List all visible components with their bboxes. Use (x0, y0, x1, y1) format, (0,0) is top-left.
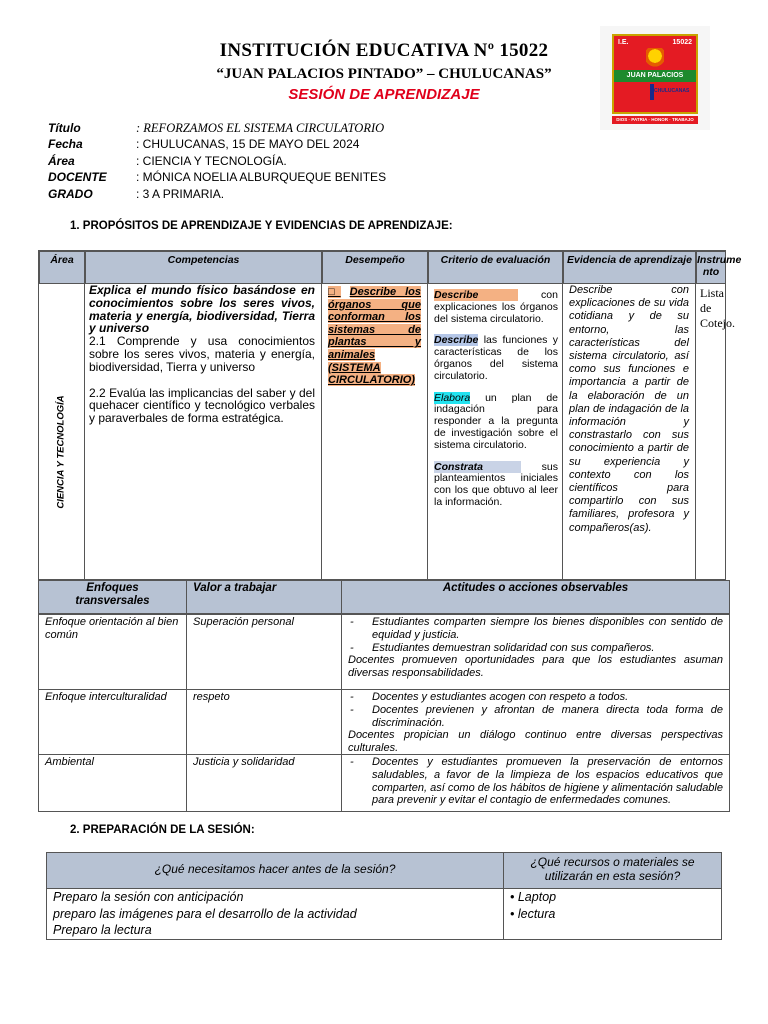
logo-number: 15022 (672, 39, 692, 46)
enfoque-cell: Enfoque orientación al bien común (39, 615, 187, 689)
bullet-icon: • (510, 890, 518, 904)
header-criterio: Criterio de evaluación (428, 251, 563, 284)
list-item: Preparo la lectura (53, 923, 152, 937)
actitudes-cell (342, 615, 729, 689)
competencia-2-1: 2.1 Comprende y usa conocimientos sobre los seres vivos, materia y energía, biodiversidad, Tierra y universo (89, 334, 315, 374)
list-item: - Docentes y estudiantes acogen con respeto a todos. (348, 691, 723, 704)
actitudes-cell (342, 690, 729, 754)
competencias-cell (85, 284, 322, 579)
criterio-verb: Describe (434, 334, 479, 347)
enfoque-cell: Ambiental (39, 755, 187, 811)
info-row-title (48, 120, 386, 136)
header-actitudes: Actitudes o acciones observables (342, 581, 729, 613)
torch-icon (646, 48, 664, 68)
competencia-main: Explica el mundo físico basándose en conocimientos sobre los seres vivos, materia y energía, biodiversidad, Tierra y universo (89, 283, 315, 336)
enfoques-table (38, 580, 730, 812)
list-item: - Estudiantes demuestran solidaridad con sus compañeros. (348, 642, 723, 655)
info-value: : 3 A PRIMARIA. (136, 186, 225, 201)
table-row (38, 614, 730, 690)
institution-title: INSTITUCIÓN EDUCATIVA Nº 15022 (219, 40, 549, 61)
header-instrumento: Instrume nto (696, 251, 726, 284)
header-before-session: ¿Qué necesitamos hacer antes de la sesión? (47, 853, 504, 888)
actitudes-note: Docentes propician un diálogo continuo entre diversas perspectivas culturales. (348, 729, 723, 755)
logo-motto: DIOS · PATRIA · HONOR · TRABAJO (612, 116, 698, 124)
valor-cell: Superación personal (187, 615, 342, 689)
criterio-3 (434, 393, 558, 452)
criterio-1 (434, 290, 558, 325)
criterio-verb: Constrata (434, 461, 521, 473)
purposes-table (38, 250, 742, 580)
info-value: : CHULUCANAS, 15 DE MAYO DEL 2024 (136, 137, 360, 152)
session-title: SESIÓN DE APRENDIZAJE (288, 86, 480, 103)
bullet-icon: • (510, 906, 518, 921)
desempeno-text: Describe los órganos que conforman los sistemas de plantas y animales (SISTEMA CIRCULATORIO) (328, 286, 421, 387)
area-cell (39, 284, 85, 579)
info-row-area (48, 153, 386, 169)
header-resources: ¿Qué recursos o materiales se utilizarán en esta sesión? (504, 853, 721, 888)
actitudes-note: Docentes promueven oportunidades para que los estudiantes asuman diversas responsabilidades. (348, 654, 723, 680)
instrumento-cell: Lista de Cotejo. (700, 286, 735, 330)
header-desempeno: Desempeño (322, 251, 428, 284)
logo-ie: I.E. (618, 39, 629, 46)
info-value: : REFORZAMOS EL SISTEMA CIRCULATORIO (136, 121, 385, 135)
logo-name-band: JUAN PALACIOS (614, 70, 696, 82)
valor-cell: respeto (187, 690, 342, 754)
info-key: Fecha (48, 137, 83, 152)
criterio-2 (434, 335, 558, 382)
criterio-text: un plan de indagación para responder a la pregunta de investigación sobre el sistema circulatorio. (434, 391, 558, 451)
logo-shield (612, 34, 698, 114)
info-row-grade (48, 186, 386, 202)
section-2-title: 2. PREPARACIÓN DE LA SESIÓN: (70, 824, 255, 836)
list-item: - Docentes previenen y afrontan de manera directa toda forma de discriminación. (348, 704, 723, 730)
session-info (48, 120, 386, 202)
info-row-teacher (48, 169, 386, 185)
school-name: “JUAN PALACIOS PINTADO” – CHULUCANAS” (216, 66, 552, 82)
criterio-cell (428, 284, 563, 579)
competencia-2-2: 2.2 Evalúa las implicancias del saber y del quehacer científico y tecnológico verbales y paraverbales de forma estratégica. (89, 385, 315, 426)
enfoques-header-row (38, 580, 730, 614)
info-key: DOCENTE (48, 170, 107, 185)
info-row-date (48, 136, 386, 152)
header-evidencia: Evidencia de aprendizaje (563, 251, 696, 284)
info-key: Título (48, 121, 81, 135)
list-item (510, 906, 715, 923)
criterio-4 (434, 462, 558, 509)
list-item: - Estudiantes comparten siempre los bienes disponibles con sentido de equidad y justicia. (348, 616, 723, 642)
area-label: CIENCIA Y TECNOLOGÍA (55, 395, 67, 509)
desempeno-cell (322, 284, 428, 579)
preparation-table (46, 852, 722, 940)
list-item (510, 889, 715, 906)
list-item: - Docentes y estudiantes promueven la preservación de entornos saludables, a favor de la limpieza de los espacios educativos que comparten, así como de los hábitos de higiene y alimentación saludable para prevenir y evitar el contagio de enfermedades comunes. (348, 756, 723, 807)
info-value: : CIENCIA Y TECNOLOGÍA. (136, 153, 287, 168)
header-competencias: Competencias (85, 251, 322, 284)
info-key: GRADO (48, 186, 93, 201)
criterio-text: las funciones y características de los órganos del sistema circulatorio. (434, 334, 558, 382)
table-row (38, 689, 730, 755)
info-value: : MÓNICA NOELIA ALBURQUEQUE BENITES (136, 170, 387, 185)
table-row (38, 754, 730, 812)
valor-cell: Justicia y solidaridad (187, 755, 342, 811)
actitudes-cell (342, 755, 729, 811)
resources-cell (504, 888, 721, 939)
school-logo (600, 26, 710, 130)
list-item: Preparo la sesión con anticipación (53, 890, 244, 904)
criterio-verb: Elabora (434, 391, 471, 404)
criterio-text: con explicaciones los órganos del sistema circulatorio. (434, 289, 558, 325)
header-enfoques: Enfoques transversales (39, 581, 187, 613)
criterio-text: sus planteamientos iniciales con los que obtuvo al leer la información. (434, 460, 558, 508)
info-key: Área (48, 153, 75, 168)
resource-label: lectura (517, 906, 556, 921)
resource-label: Laptop (517, 890, 557, 904)
list-item: preparo las imágenes para el desarrollo de la actividad (53, 906, 357, 921)
enfoque-cell: Enfoque interculturalidad (39, 690, 187, 754)
evidencia-cell: Describe con explicaciones de su vida cotidiana y de su entorno, las características del sistema circulatorio, así como sus funciones e importancia a partir de la elaboración de un plan de indagación de la información y constrastarlo con sus conocimiento a partir de su experiencia y contexto con los científicos para compartirlo con sus familiares, profesora y compañeros(as). (563, 284, 696, 579)
header-valor: Valor a trabajar (187, 581, 342, 613)
before-session-cell (47, 888, 504, 939)
header-area: Área (39, 251, 85, 284)
criterio-verb: Describe (434, 289, 518, 301)
logo-city: CHULUCANAS (654, 88, 690, 94)
checkbox-icon: □ (328, 286, 341, 298)
section-1-title: 1. PROPÓSITOS DE APRENDIZAJE Y EVIDENCIAS DE APRENDIZAJE: (70, 220, 453, 232)
